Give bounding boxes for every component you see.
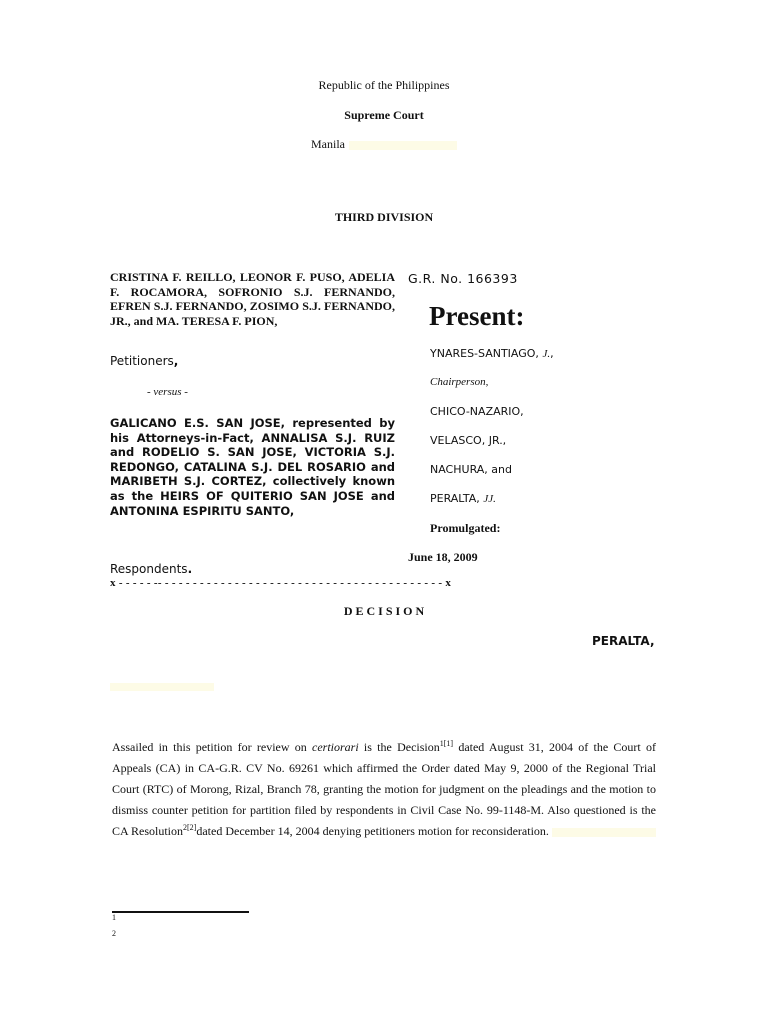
respondents-label: Respondents (110, 562, 188, 576)
gr-number: G.R. No. 166393 (408, 271, 518, 286)
highlight-trace (349, 141, 457, 150)
present-label: Present: (429, 301, 525, 331)
petitioners-label: Petitioners (110, 354, 174, 368)
caption-separator: x - - - - - -- - - - - - - - - - - - - - - - - - - - - - - - - - - - - - - - - - - - - - - - - x (110, 577, 452, 589)
bench-ynares-comma: , (550, 347, 554, 360)
petitioners-label-line (110, 354, 178, 368)
paragraph-part: dated December 14, 2004 denying petitioners motion for reconsideration. (196, 824, 549, 838)
decision-paragraph (112, 737, 656, 842)
bench-chico: CHICO-NAZARIO, (430, 405, 524, 418)
footnote-rule (112, 911, 249, 913)
footnote-1: 1 (112, 913, 116, 922)
respondents-period: . (187, 562, 193, 576)
header-city: Manila (311, 137, 345, 151)
bench-velasco: VELASCO, JR., (430, 434, 507, 447)
respondents-label-line (110, 562, 192, 576)
certiorari-term: certiorari (312, 740, 359, 754)
bench-peralta-name: PERALTA, (430, 492, 484, 505)
header-republic: Republic of the Philippines (318, 78, 450, 92)
bench-peralta-jj: JJ. (483, 493, 496, 505)
versus-text: - versus - (147, 386, 188, 398)
decision-title: D E C I S I O N (343, 604, 425, 618)
footnote-ref-2[interactable]: 2[2] (183, 823, 197, 832)
highlight-trace (552, 828, 656, 837)
bench-ynares-name: YNARES-SANTIAGO, (430, 347, 543, 360)
paragraph-part: dated August 31, 2004 of the Court of Appeals (CA) in CA-G.R. CV No. 69261 which affirmed the Order dated May 9, 2000 of the Regional Trial Court (RTC) of Morong, Rizal, Branch 78, granting the motion for judgment on the pleadings and the motion to dismiss counter petition for partition filed by respondents in Civil Case No. 99-1148-M. Also questioned is the CA Resolution (112, 740, 657, 838)
footnote-ref-1[interactable]: 1[1] (439, 739, 454, 748)
highlight-trace (110, 683, 214, 691)
division-title: THIRD DIVISION (334, 210, 434, 224)
petitioners-comma: , (173, 354, 179, 368)
promulgated-date: June 18, 2009 (408, 550, 478, 564)
bench-ynares-j: J. (542, 348, 551, 360)
paragraph-part: Assailed in this petition for review on (112, 740, 313, 754)
respondents-names: GALICANO E.S. SAN JOSE, represented by his Attorneys-in-Fact, ANNALISA S.J. RUIZ and RODELIO S. SAN JOSE, VICTORIA S.J. REDONGO, CATALINA S.J. DEL ROSARIO and MARIBETH S.J. CORTEZ, collectively known as the HEIRS OF QUITERIO SAN JOSE and ANTONINA ESPIRITU SANTO, (110, 416, 395, 518)
bench-chairperson: Chairperson, (430, 376, 489, 388)
promulgated-label: Promulgated: (430, 521, 501, 535)
header-city-line (0, 137, 768, 152)
footnote-2: 2 (112, 929, 116, 938)
ponente: PERALTA, (592, 634, 655, 648)
header-court: Supreme Court (344, 108, 424, 122)
petitioners-names: CRISTINA F. REILLO, LEONOR F. PUSO, ADELIA F. ROCAMORA, SOFRONIO S.J. FERNANDO, EFREN S.J. FERNANDO, ZOSIMO S.J. FERNANDO, JR., and MA. TERESA F. PION, (110, 270, 395, 328)
bench-peralta (430, 492, 496, 505)
paragraph-part: is the Decision (358, 740, 440, 754)
bench-ynares (430, 347, 554, 360)
bench-nachura: NACHURA, and (430, 463, 512, 476)
